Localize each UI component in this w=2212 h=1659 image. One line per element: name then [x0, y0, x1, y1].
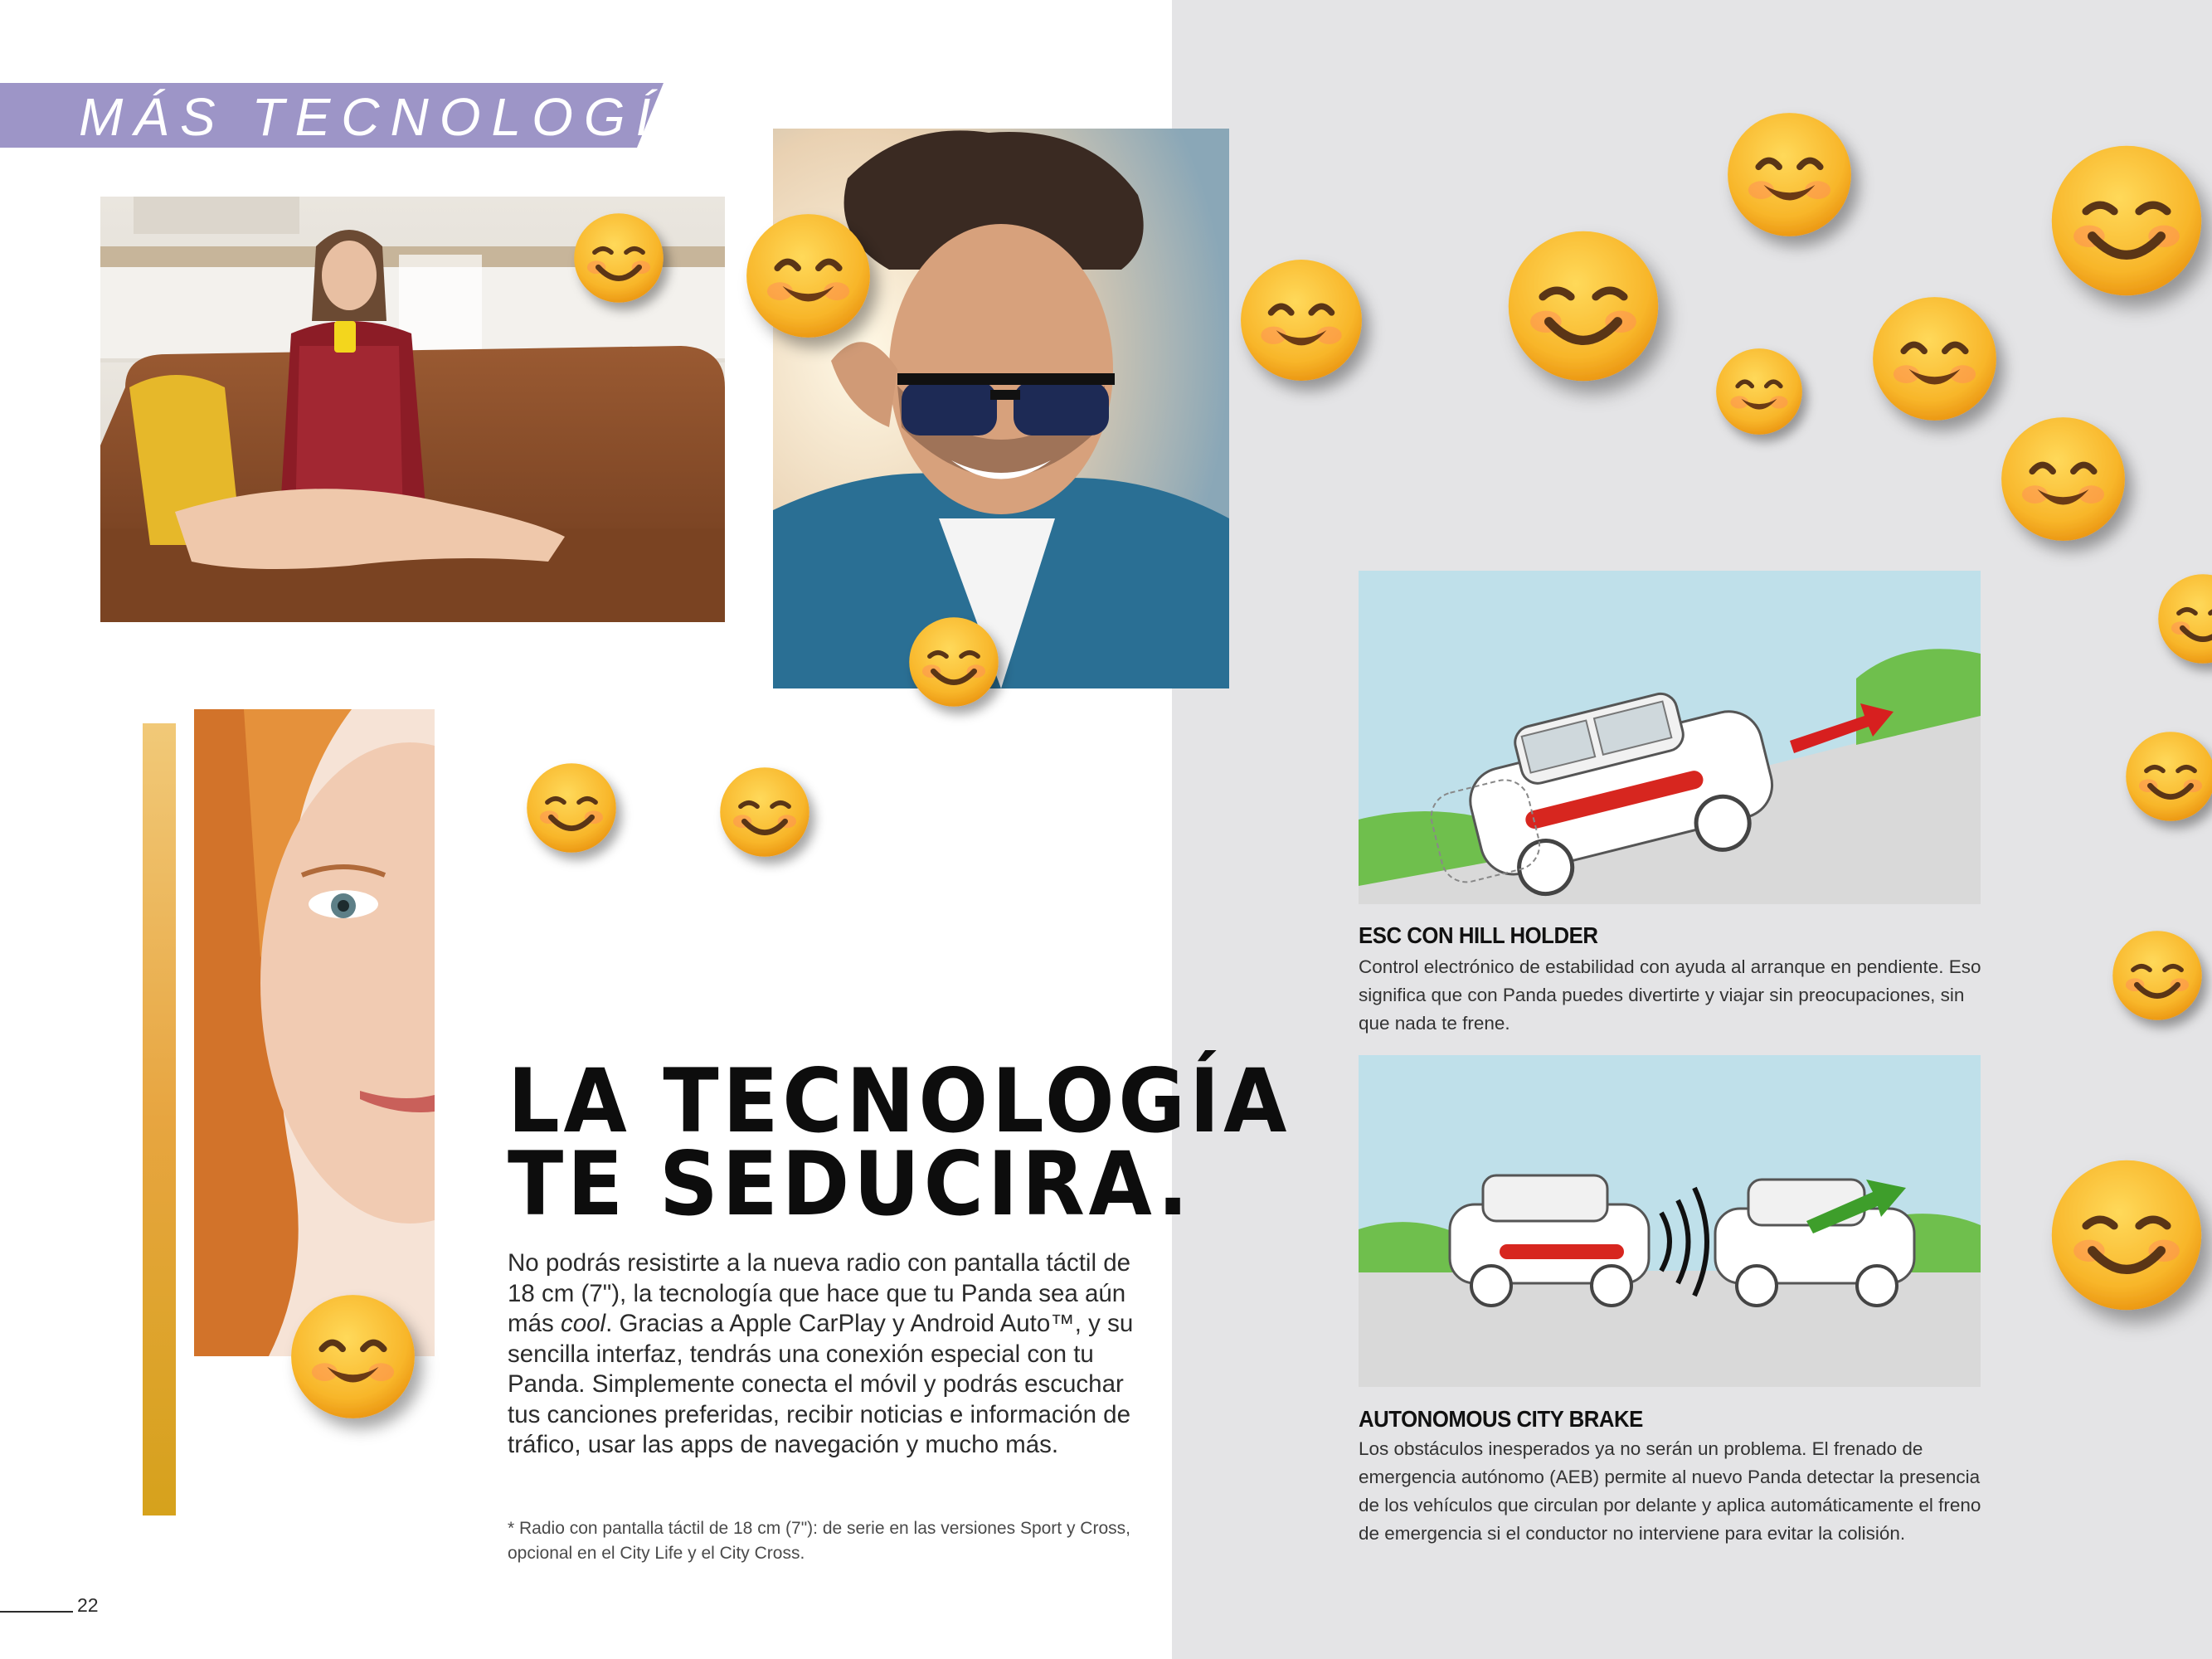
- feature-title-city-brake: AUTONOMOUS CITY BRAKE: [1359, 1406, 1643, 1432]
- body-paragraph: [508, 1248, 1138, 1461]
- footnote: * Radio con pantalla táctil de 18 cm (7"): de serie en las versiones Sport y Cross, opcional en el City Life y el City Cross.: [508, 1519, 1130, 1563]
- smiling-emoji-icon: [718, 766, 811, 859]
- smiling-emoji-icon: [744, 212, 873, 340]
- smiling-emoji-icon: [1725, 110, 1854, 239]
- smiling-emoji-icon: [2156, 572, 2212, 665]
- page-number-rule: [0, 1611, 73, 1613]
- headline-line-2: TE SEDUCIRA.: [508, 1133, 1193, 1235]
- smiling-emoji-icon: [1238, 257, 1364, 383]
- photo-strip-yellow: [143, 723, 176, 1515]
- feature-title-hill-holder: ESC CON HILL HOLDER: [1359, 922, 1598, 948]
- page-number: 22: [77, 1594, 99, 1616]
- smiling-emoji-icon: [572, 212, 665, 304]
- smiling-emoji-icon: [907, 615, 1000, 708]
- photo-redhead-woman: [194, 709, 435, 1356]
- body-text-part-1: No podrás resistirte a la nueva radio con pantalla táctil de 18 cm (7"), la tecnología que hace que tu Panda sea aún más: [508, 1249, 1131, 1337]
- illustration-hill-holder: [1359, 571, 1981, 904]
- feature-description-hill-holder: Control electrónico de estabilidad con ayuda al arranque en pendiente. Eso significa que con Panda puedes divertirte y viajar sin preocupaciones, sin que nada te frene.: [1359, 956, 1981, 1034]
- illustration-city-brake: [1359, 1055, 1981, 1387]
- headline: [508, 1050, 1291, 1235]
- smiling-emoji-icon: [1714, 347, 1804, 436]
- section-title: MÁS TECNOLOGÍA: [79, 87, 708, 147]
- body-text-part-2: . Gracias a Apple CarPlay y Android Auto™, y su sencilla interfaz, tendrás una conexión especial con tu Panda. Simplemente conecta el móvil y podrás escuchar tus canciones preferidas, recibir noticias e información de tráfico, usar las apps de navegación y mucho más.: [508, 1310, 1134, 1458]
- smiling-emoji-icon: [2124, 730, 2212, 823]
- feature-description-city-brake: Los obstáculos inesperados ya no serán un problema. El frenado de emergencia autónomo (AEB) permite al nuevo Panda detectar la presencia de los vehículos que circulan por delante y aplica automáticamente el freno de emergencia si el conductor no interviene para evitar la colisión.: [1359, 1438, 1981, 1544]
- smiling-emoji-icon: [2049, 1157, 2205, 1313]
- smiling-emoji-icon: [1999, 415, 2127, 543]
- body-text-emphasis: cool: [560, 1310, 606, 1337]
- smiling-emoji-icon: [1870, 294, 1999, 423]
- smiling-emoji-icon: [2111, 929, 2204, 1022]
- smiling-emoji-icon: [525, 761, 618, 854]
- smiling-emoji-icon: [1505, 228, 1661, 384]
- smiling-emoji-icon: [2049, 143, 2205, 299]
- smiling-emoji-icon: [289, 1292, 417, 1421]
- headline-line-1: LA TECNOLOGÍA: [508, 1050, 1291, 1152]
